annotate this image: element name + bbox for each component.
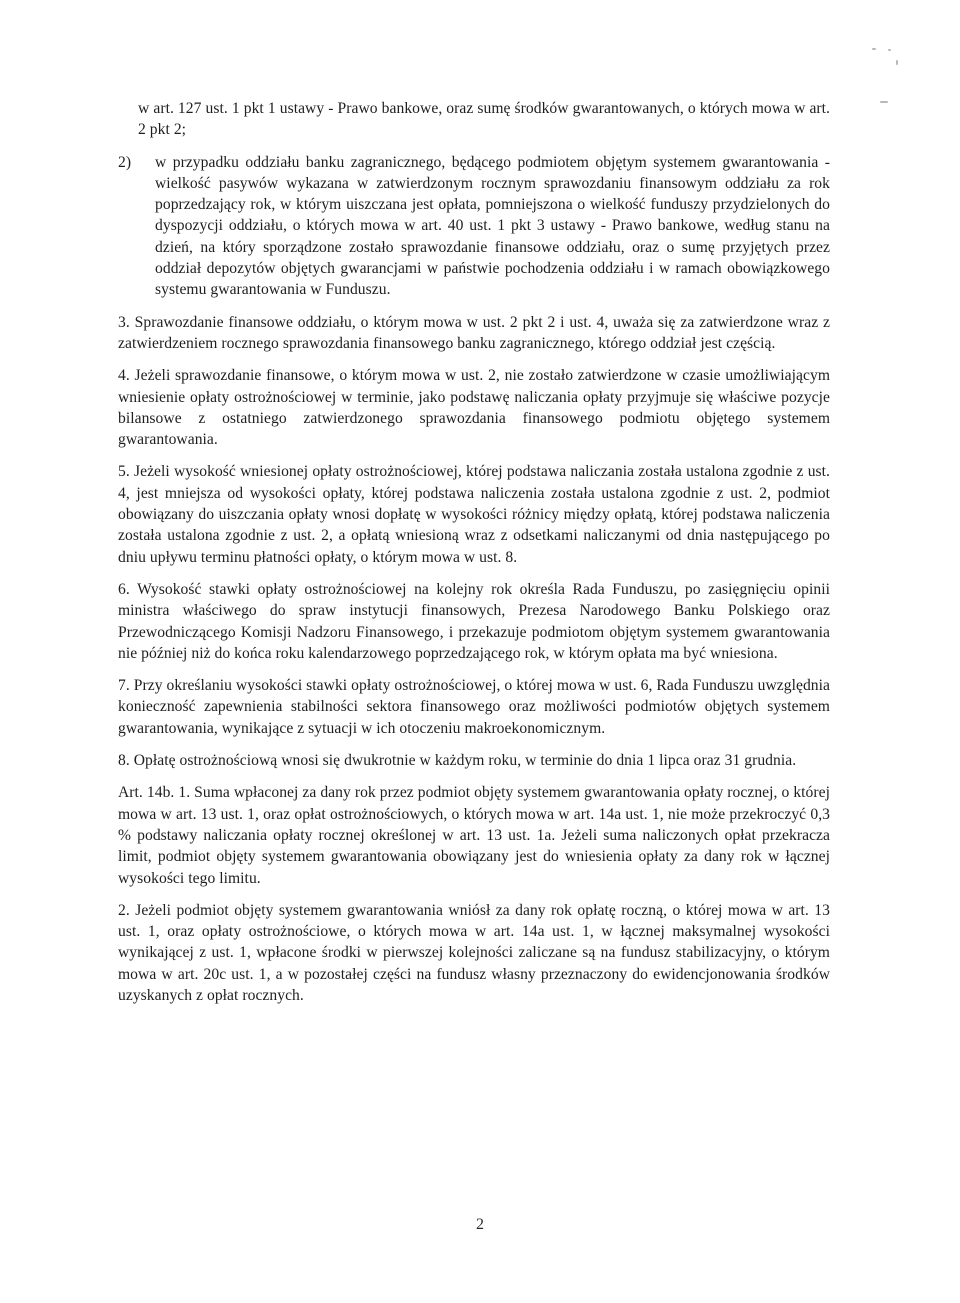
scan-speck <box>872 48 876 50</box>
list-item-number: 2) <box>118 153 132 171</box>
paragraph-continuation: w art. 127 ust. 1 pkt 1 ustawy - Prawo bankowe, oraz sumę środków gwarantowanych, o których mowa w art. 2 pkt 2; <box>138 100 830 139</box>
paragraph-ust-8: 8. Opłatę ostrożnościową wnosi się dwukrotnie w każdym roku, w terminie do dnia 1 lipca oraz 31 grudnia. <box>118 752 797 770</box>
paragraph-art-14b-1: Art. 14b. 1. Suma wpłaconej za dany rok przez podmiot objęty systemem gwarantowania opłaty rocznej, o której mowa w art. 13 ust. 1, oraz opłat ostrożnościowych, o których mowa w art. 14a ust. 1, nie może przekroczyć 0,3 % podstawy naliczania opłaty rocznej określonej w art. 13 ust. 1a. Jeżeli suma naliczonych opłat przekracza limit, podmiot objęty systemem gwarantowania obowiązany jest do wniesienia opłaty za dany rok w łącznej wysokości tego limitu. <box>118 784 830 887</box>
scan-speck <box>896 60 898 65</box>
paragraph-ust-3: 3. Sprawozdanie finansowe oddziału, o którym mowa w ust. 2 pkt 2 i ust. 4, uważa się za zatwierdzone wraz z zatwierdzeniem rocznego sprawozdania finansowego banku zagranicznego, którego oddział jest częścią. <box>118 313 830 352</box>
document-body <box>118 98 830 1006</box>
paragraph-art-14b-2: 2. Jeżeli podmiot objęty systemem gwarantowania wniósł za dany rok opłatę roczną, o której mowa w art. 13 ust. 1, oraz opłaty ostrożnościowe, o których mowa w art. 14a ust. 1, w łącznej maksymalnej wysokości wynikającej z ust. 1, wpłacone środki w pierwszej kolejności zaliczane są na fundusz stabilizacyjny, o którym mowa w art. 20c ust. 1, a w pozostałej części na fundusz własny przeznaczony do ewidencjonowania środków uzyskanych z opłat rocznych. <box>118 901 830 1004</box>
list-item-text: w przypadku oddziału banku zagranicznego, będącego podmiotem objętym systemem gwarantowania - wielkość pasywów wykazana w zatwierdzonym rocznym sprawozdaniu finansowym oddziału za rok poprzedzający rok, w którym uiszczana jest opłata, pomniejszona o wielkość funduszy przydzielonych do dyspozycji oddziału, o których mowa w art. 40 ust. 1 pkt 3 ustawy - Prawo bankowe, według stanu na dzień, na który sporządzone zostało sprawozdanie finansowe oddziału, oraz o sumę przyjętych przez oddział depozytów objętych gwarancjami w państwie pochodzenia oddziału i w ramach obowiązkowego systemu gwarantowania w Funduszu. <box>155 153 830 299</box>
scan-speck <box>888 49 891 51</box>
paragraph-ust-7: 7. Przy określaniu wysokości stawki opłaty ostrożnościowej, o której mowa w ust. 6, Rada Funduszu uwzględnia konieczność zapewnienia stabilności sektora finansowego oraz możliwości podmiotów objętych systemem gwarantowania, wynikające z sytuacji w ich otoczeniu makroekonomicznym. <box>118 677 830 737</box>
paragraph-ust-4: 4. Jeżeli sprawozdanie finansowe, o którym mowa w ust. 2, nie zostało zatwierdzone w czasie umożliwiającym wniesienie opłaty ostrożnościowej w terminie, jako podstawę naliczania opłaty przyjmuje się właściwe pozycje bilansowe z ostatniego zatwierdzonego sprawozdania finansowego podmiotu objętego systemem gwarantowania. <box>118 367 830 449</box>
scan-speck <box>880 101 888 103</box>
list-item-2 <box>118 152 830 301</box>
paragraph-ust-5: 5. Jeżeli wysokość wniesionej opłaty ostrożnościowej, której podstawa naliczania została ustalona zgodnie z ust. 4, jest mniejsza od wysokości opłaty, której podstawa naliczenia została ustalona zgodnie z ust. 2, podmiot obowiązany do uiszczania opłaty wnosi dopłatę w wysokości różnicy między opłatą, której podstawa naliczenia została ustalona zgodnie z ust. 2, a opłatą wniesioną wraz z odsetkami naliczanymi od dnia następującego po dniu upływu terminu płatności opłaty, o którym mowa w ust. 8. <box>118 463 830 566</box>
page-number: 2 <box>475 1216 485 1233</box>
paragraph-ust-6: 6. Wysokość stawki opłaty ostrożnościowej na kolejny rok określa Rada Funduszu, po zasięgnięciu opinii ministra właściwego do spraw instytucji finansowych, Prezesa Narodowego Banku Polskiego oraz Przewodniczącego Komisji Nadzoru Finansowego, i przekazuje podmiotom objętym systemem gwarantowania nie później niż do końca roku kalendarzowego poprzedzającego rok, w którym opłata ma być wniesiona. <box>118 580 830 662</box>
